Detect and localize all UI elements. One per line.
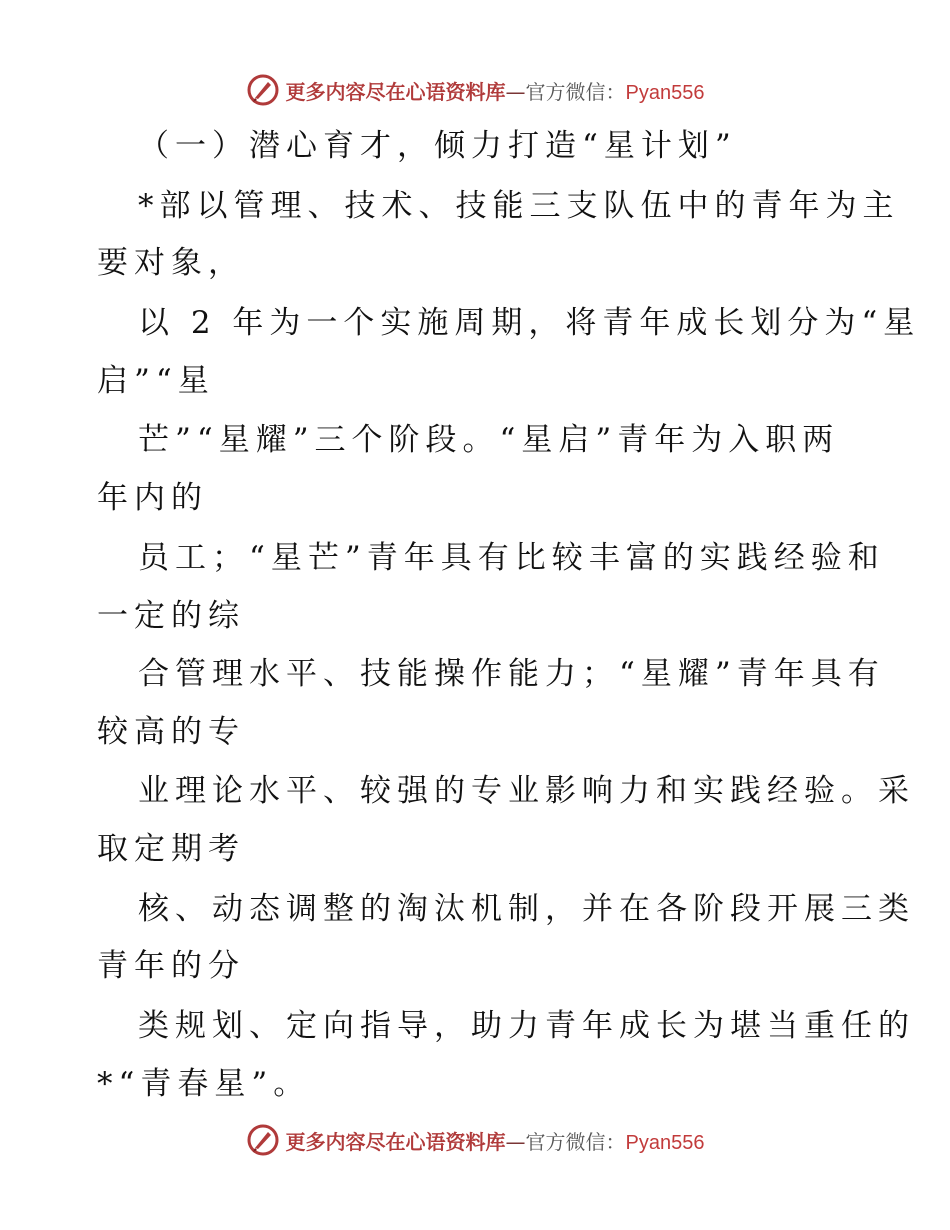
paragraph-line: 要对象， — [97, 245, 245, 281]
paragraph-line: 以 2 年为一个实施周期，将青年成长划分为“星 — [138, 305, 921, 341]
paragraph-line: *部以管理、技术、技能三支队伍中的青年为主 — [138, 188, 900, 224]
watermark-dash: — — [505, 79, 526, 104]
watermark-official: 官方微信： — [525, 1129, 626, 1154]
watermark-text — [286, 76, 705, 105]
watermark-handle: Pyan556 — [625, 1131, 705, 1154]
paragraph-line: 启”“星 — [97, 363, 215, 399]
paragraph-line: 一定的综 — [97, 598, 245, 634]
watermark-dash: — — [505, 1129, 526, 1154]
paragraph-line: 核、动态调整的淘汰机制，并在各阶段开展三类 — [138, 891, 915, 927]
quill-pen-circle-icon — [246, 73, 280, 107]
watermark-header — [0, 72, 950, 108]
watermark-main: 更多内容尽在心语资料库 — [285, 79, 506, 104]
paragraph-line: 芒”“星耀”三个阶段。“星启”青年为入职两 — [138, 422, 840, 458]
section-heading: （一）潜心育才，倾力打造“星计划” — [138, 128, 737, 164]
paragraph-line: 类规划、定向指导，助力青年成长为堪当重任的 — [138, 1008, 915, 1044]
quill-pen-circle-icon — [246, 1123, 280, 1157]
paragraph-line: 合管理水平、技能操作能力；“星耀”青年具有 — [138, 656, 885, 692]
paragraph-line: 年内的 — [97, 480, 208, 516]
paragraph-line: 取定期考 — [97, 831, 245, 867]
paragraph-line: 青年的分 — [97, 948, 245, 984]
watermark-footer — [0, 1122, 950, 1158]
paragraph-line: 员工；“星芒”青年具有比较丰富的实践经验和 — [138, 540, 885, 576]
paragraph-line: 业理论水平、较强的专业影响力和实践经验。采 — [138, 773, 915, 809]
watermark-official: 官方微信： — [525, 79, 626, 104]
paragraph-line: 较高的专 — [97, 714, 245, 750]
watermark-main: 更多内容尽在心语资料库 — [285, 1129, 506, 1154]
watermark-handle: Pyan556 — [625, 81, 705, 104]
paragraph-line: *“青春星”。 — [97, 1066, 311, 1102]
watermark-text — [286, 1126, 705, 1155]
